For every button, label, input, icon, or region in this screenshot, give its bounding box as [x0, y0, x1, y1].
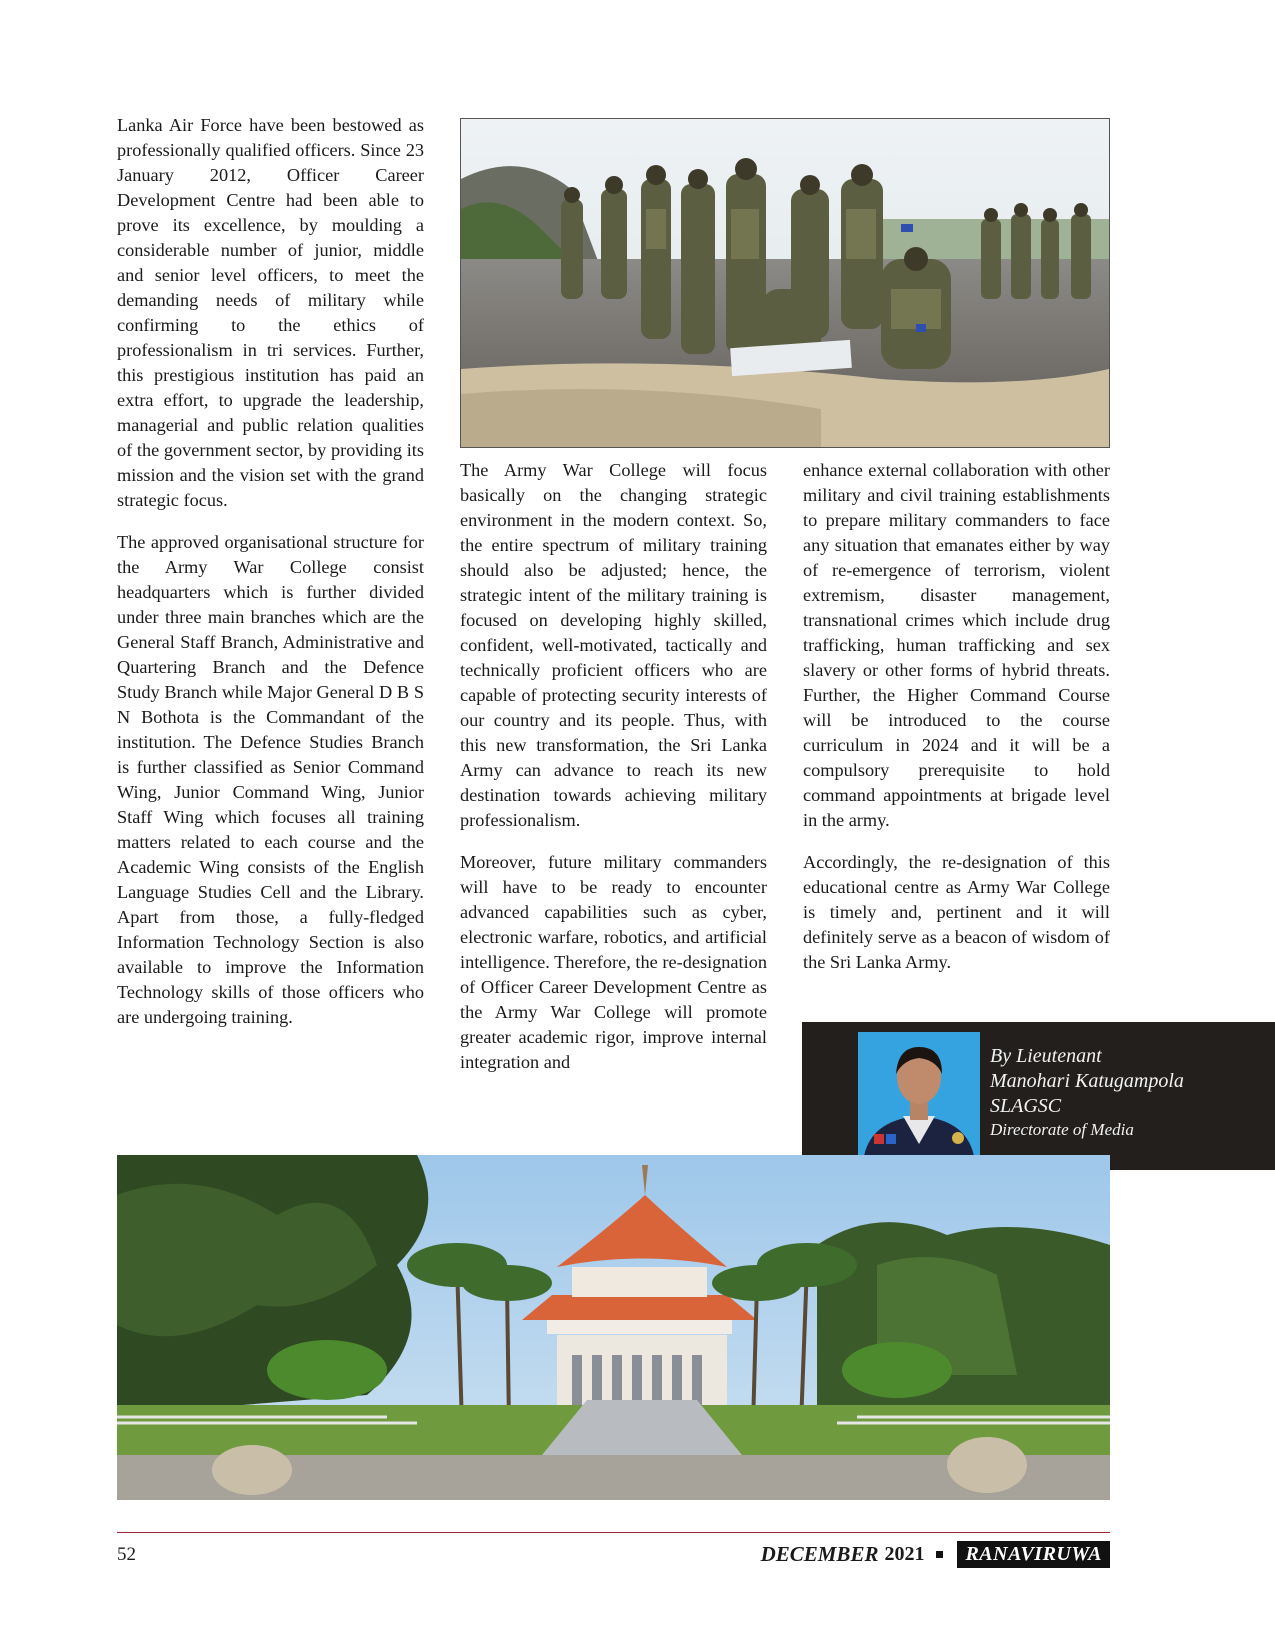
author-unit: SLAGSC [990, 1095, 1062, 1117]
paragraph: Lanka Air Force have been bestowed as professionally qualified officers. Since 23 January 2012, Officer Career Development Centre had been able to prove its excellence, by moulding a considerable number of junior, middle and senior level officers, to meet the demanding needs of military while confirming to the ethics of professionalism in tri services. Further, this prestigious institution has paid an extra effort, to upgrade the leadership, managerial and public relation qualities of the government sector, by providing its mission and the vision set with the grand strategic focus. [117, 115, 424, 510]
footer-divider [117, 1532, 1110, 1533]
author-credit [990, 1044, 1270, 1141]
article-column-right [803, 458, 1110, 992]
author-name: Manohari Katugampola [990, 1070, 1184, 1092]
author-byline-box [802, 1022, 1275, 1170]
author-rank: By Lieutenant [990, 1045, 1102, 1067]
magazine-name: RANAVIRUWA [957, 1541, 1110, 1568]
paragraph: Moreover, future military commanders will have to be ready to encounter advanced capabilities such as cyber, electronic warfare, robotics, and artificial intelligence. Therefore, the re-designation of Officer Career Development Centre as the Army War College will promote greater academic rigor, improve internal integration and [460, 852, 767, 1072]
paragraph: The Army War College will focus basically on the changing strategic environment in the modern context. So, the entire spectrum of military training should also be adjusted; hence, the strategic intent of the military training is focused on developing highly skilled, confident, well-motivated, tactically and technically proficient officers who are capable of protecting security interests of our country and its people. Thus, with this new transformation, the Sri Lanka Army can advance to reach its new destination towards achieving military professionalism. [460, 460, 767, 830]
author-portrait [858, 1032, 980, 1162]
square-bullet-icon [936, 1551, 943, 1558]
issue-year: 2021 [884, 1542, 925, 1565]
issue-month: DECEMBER [760, 1541, 879, 1566]
author-directorate: Directorate of Media [990, 1120, 1134, 1139]
issue-footer [761, 1540, 1110, 1568]
page-number: 52 [117, 1544, 136, 1565]
article-column-left [117, 113, 424, 1047]
paragraph: The approved organisational structure for the Army War College consist headquarters which is further divided under three main branches which are the General Staff Branch, Administrative and Quartering Branch and the Defence Study Branch while Major General D B S N Bothota is the Commandant of the institution. The Defence Studies Branch is further classified as Senior Command Wing, Junior Command Wing, Junior Staff Wing which focuses all training matters related to each course and the Academic Wing consists of the English Language Studies Cell and the Library. Apart from those, a fully-fledged Information Technology Section is also available to improve the Information Technology skills of those officers who are undergoing training. [117, 532, 424, 1027]
war-college-building-photo [117, 1155, 1110, 1500]
paragraph: Accordingly, the re-designation of this educational centre as Army War College is timely and, pertinent and it will definitely serve as a beacon of wisdom of the Sri Lanka Army. [803, 852, 1110, 972]
soldiers-training-photo [460, 118, 1110, 448]
paragraph: enhance external collaboration with other military and civil training establishments to prepare military commanders to face any situation that emanates either by way of re-emergence of terrorism, violent extremism, disaster management, transnational crimes which include drug trafficking, human trafficking and sex slavery or other forms of hybrid threats. Further, the Higher Command Course will be introduced to the course curriculum in 2024 and it will be a compulsory prerequisite to hold command appointments at brigade level in the army. [803, 460, 1110, 830]
article-column-middle [460, 458, 767, 1092]
